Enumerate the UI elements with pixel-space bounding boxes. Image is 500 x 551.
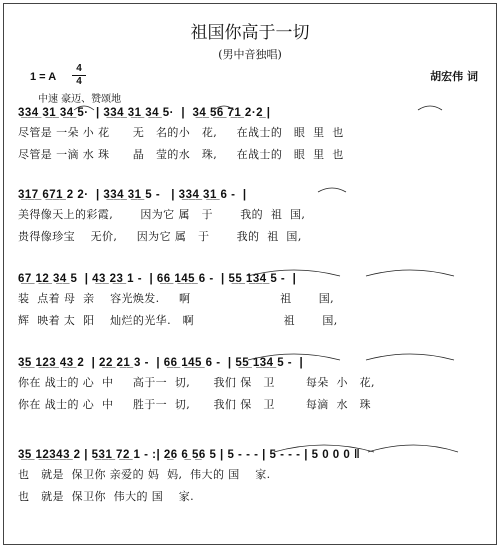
song-title: 祖国你高于一切	[190, 23, 310, 43]
system-2	[18, 186, 484, 248]
notation-line: 3̲3̲4̲ 3̲1̲ 3̲4̲ 5· | 3̲3̲4̲ 3̲1̲ 3̲4̲ 5· | 3̲4̲ 5̲6̲ 7̲1̲ 2·2̲ |	[18, 107, 271, 119]
lyric-verse-2: 贵得像珍宝 无价, 因为它 属 于 我的 祖 国,	[18, 230, 302, 243]
lyric-verse-1: 美得像天上的彩霞, 因为它 属 于 我的 祖 国,	[18, 208, 306, 221]
lyric-verse-2: 辉 映着 太 阳 灿烂的光华. 啊 祖 国,	[18, 314, 338, 327]
lyric-verse-1: 你在 战士的 心 中 高于一 切, 我们 保 卫 每朵 小 花,	[18, 376, 375, 389]
time-signature-bottom: 4	[76, 76, 82, 87]
notation-line: 3̲5̲ 1̲2̲3̲4̲3̲ 2 | 5̲3̲1̲ 7̲2̲ 1 - :| 2̲6 6̲ 5̲6 5 | 5 - - - | 5 - - - | 5 0 0 0 ‖	[18, 449, 361, 461]
system-5	[18, 446, 484, 508]
lyric-verse-2: 也 就是 保卫你 伟大的 国 家.	[18, 490, 195, 503]
lyric-verse-1: 也 就是 保卫你 亲爱的 妈 妈, 伟大的 国 家.	[18, 468, 271, 481]
system-1	[18, 104, 484, 166]
song-subtitle: (男中音独唱)	[218, 48, 282, 61]
notation-line: 3̲1̲7̲ 6̲7̲1̲ 2 2· | 3̲3̲4̲ 3̲1̲ 5 - | 3̲3̲4̲ 3̲1̲ 6 - |	[18, 189, 247, 201]
lyric-verse-1: 装 点着 母 亲 容光焕发. 啊 祖 国,	[18, 292, 335, 305]
notation-line: 3̲5̲ 1̲2̲3̲ 4̲3̲ 2 | 2̲2̲ 2̲1̲ 3 - | 6̲6̲ 1̲4̲5̲ 6 - | 5̲5̲ 1̲3̲4̲ 5 - |	[18, 357, 304, 369]
system-3	[18, 270, 484, 332]
lyric-verse-2: 尽管是 一滴 水 珠 晶 莹的水 珠, 在战士的 眼 里 也	[18, 148, 344, 161]
score-page	[3, 3, 497, 545]
key-signature: 1 = A	[30, 71, 57, 83]
lyric-verse-2: 你在 战士的 心 中 胜于一 切, 我们 保 卫 每滴 水 珠	[18, 398, 371, 411]
time-signature	[72, 64, 86, 87]
notation-line: 6̲7̲ 1̲2̲ 3̲4̲ 5 | 4̲3̲ 2̲3̲ 1 - | 6̲6̲ 1̲4̲5̲ 6 - | 5̲5̲ 1̲3̲4̲ 5 - |	[18, 273, 297, 285]
lyric-verse-1: 尽管是 一朵 小 花 无 名的小 花, 在战士的 眼 里 也	[18, 126, 344, 139]
system-4	[18, 354, 484, 416]
lyricist-credit: 胡宏伟 词	[430, 70, 478, 83]
time-signature-top: 4	[76, 63, 82, 74]
tempo-marking: 中速 豪迈、赞颂地	[38, 94, 122, 105]
